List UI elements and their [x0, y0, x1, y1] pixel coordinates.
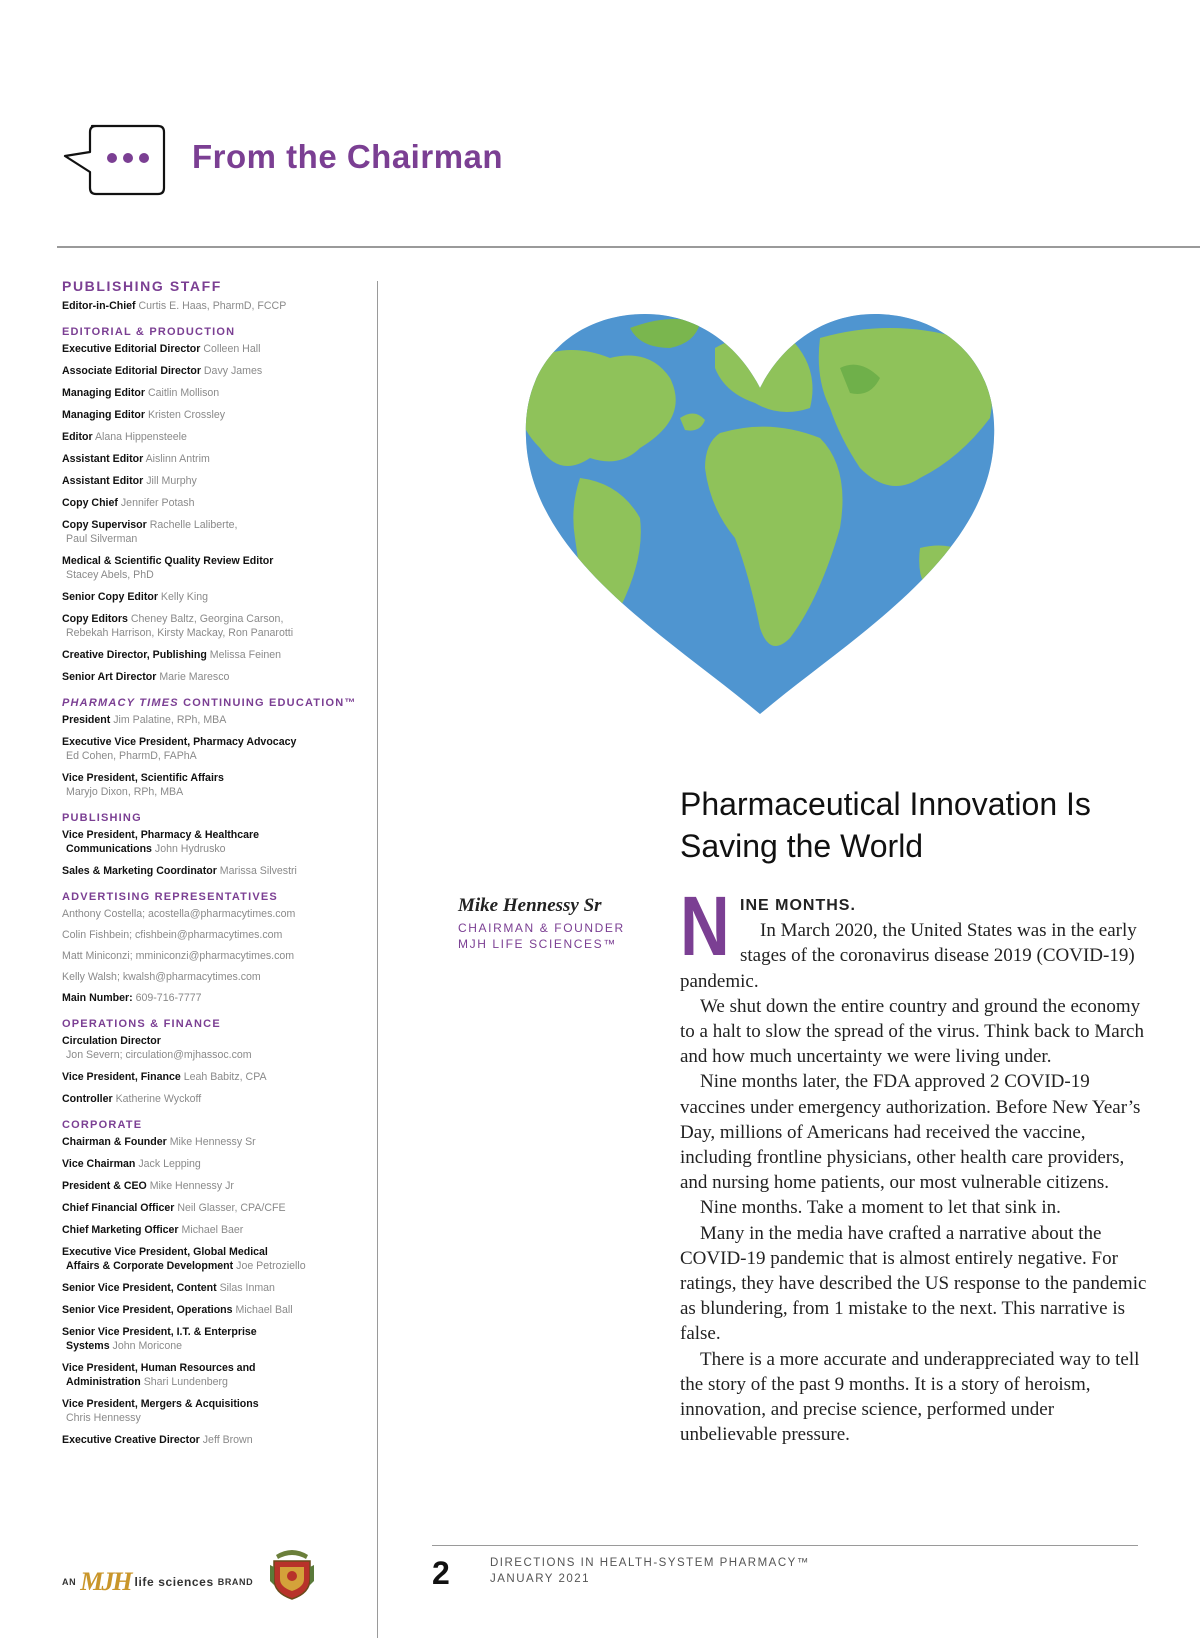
- section-title: From the Chairman: [192, 138, 504, 175]
- masthead-name: Marissa Silvestri: [219, 865, 297, 877]
- main-number: Main Number: 609-716-7777: [62, 992, 202, 1004]
- masthead-role: Senior Art Director: [62, 671, 157, 683]
- masthead-entry: [62, 518, 362, 546]
- masthead-entry: [62, 554, 362, 582]
- masthead-role: President: [62, 714, 111, 726]
- masthead-entry: [62, 1303, 362, 1317]
- masthead-entry: [62, 474, 362, 488]
- masthead-name: Jill Murphy: [146, 475, 197, 487]
- author-title: CHAIRMAN & FOUNDER: [458, 921, 625, 935]
- masthead-entry: [62, 771, 362, 799]
- masthead-entry: [62, 648, 362, 662]
- masthead-role: Senior Vice President, Content: [62, 1282, 217, 1294]
- masthead-role: Senior Vice President, Operations: [62, 1304, 233, 1316]
- masthead-continuation: [62, 1048, 362, 1062]
- masthead-role: Senior Copy Editor: [62, 591, 158, 603]
- masthead-role-continuation: Systems: [66, 1340, 110, 1352]
- heraldic-crest-icon: [266, 1545, 318, 1601]
- masthead-role: Chairman & Founder: [62, 1136, 167, 1148]
- masthead-name: Katherine Wyckoff: [115, 1093, 202, 1105]
- masthead-entry: [62, 1397, 362, 1425]
- masthead-name: Ed Cohen, PharmD, FAPhA: [66, 750, 197, 762]
- masthead-name: Joe Petroziello: [236, 1260, 306, 1272]
- masthead-role: Vice President, Finance: [62, 1071, 181, 1083]
- masthead-role: Medical & Scientific Quality Review Editor: [62, 555, 274, 567]
- masthead-entry: [62, 1034, 362, 1062]
- masthead-continuation: [62, 1411, 362, 1425]
- masthead-entry: [62, 1092, 362, 1106]
- masthead-role: Editor: [62, 431, 93, 443]
- masthead-entry: [62, 713, 362, 727]
- brand-logo: [62, 1567, 253, 1597]
- masthead-heading-advertising: ADVERTISING REPRESENTATIVES: [62, 891, 278, 903]
- mjh-logo: MJH: [80, 1567, 131, 1596]
- masthead-entry: [62, 1070, 362, 1084]
- masthead-role: Associate Editorial Director: [62, 365, 201, 377]
- masthead-entry: [62, 1281, 362, 1295]
- masthead: [62, 279, 362, 1455]
- masthead-role: Assistant Editor: [62, 453, 144, 465]
- masthead-name: Melissa Feinen: [209, 649, 282, 661]
- speech-bubble-icon: [62, 124, 166, 196]
- masthead-role: Chief Marketing Officer: [62, 1224, 179, 1236]
- masthead-name: John Moricone: [112, 1340, 183, 1352]
- ad-contact: Matt Miniconzi; mminiconzi@pharmacytimes.com: [62, 950, 295, 962]
- masthead-name: Jeff Brown: [202, 1434, 253, 1446]
- masthead-role: Vice Chairman: [62, 1158, 136, 1170]
- masthead-name: Chris Hennessy: [66, 1412, 141, 1424]
- article-paragraph: Nine months. Take a moment to let that sink in.: [700, 1197, 1061, 1219]
- masthead-name: Maryjo Dixon, RPh, MBA: [66, 786, 184, 798]
- masthead-entry: [62, 1135, 362, 1149]
- masthead-role: Executive Editorial Director: [62, 343, 201, 355]
- masthead-heading-pt-ce: PHARMACY TIMES CONTINUING EDUCATION™: [62, 697, 357, 709]
- masthead-name: Caitlin Mollison: [147, 387, 220, 399]
- masthead-role: Executive Creative Director: [62, 1434, 200, 1446]
- heart-shaped-globe-icon: [520, 308, 1000, 714]
- brand-name: life sciences: [134, 1575, 214, 1589]
- masthead-continuation: [62, 1259, 362, 1273]
- drop-cap: N: [680, 879, 730, 973]
- article-paragraph: We shut down the entire country and ground the economy to a halt to slow the spread of the virus. Think back to March and how much uncertainty we were living under.: [680, 995, 1144, 1068]
- masthead-entry: [62, 408, 362, 422]
- masthead-role: Vice President, Human Resources and: [62, 1362, 256, 1374]
- masthead-name: Kelly King: [160, 591, 209, 603]
- masthead-entry: [62, 1179, 362, 1193]
- masthead-name: Curtis E. Haas, PharmD, FCCP: [138, 300, 287, 312]
- brand-suffix: BRAND: [217, 1577, 254, 1587]
- masthead-entry: [62, 386, 362, 400]
- ad-contact: Colin Fishbein; cfishbein@pharmacytimes.com: [62, 929, 283, 941]
- masthead-entry: [62, 670, 362, 684]
- masthead-continuation: [62, 842, 362, 856]
- masthead-entry: [62, 430, 362, 444]
- masthead-entry: [62, 1245, 362, 1273]
- ad-contact: Kelly Walsh; kwalsh@pharmacytimes.com: [62, 971, 261, 983]
- masthead-name: Aislinn Antrim: [145, 453, 210, 465]
- masthead-entry: [62, 496, 362, 510]
- masthead-name: Davy James: [203, 365, 263, 377]
- masthead-role: Controller: [62, 1093, 113, 1105]
- masthead-role: Managing Editor: [62, 409, 145, 421]
- masthead-entry: [62, 828, 362, 856]
- masthead-name: John Hydrusko: [154, 843, 226, 855]
- masthead-role: Vice President, Scientific Affairs: [62, 772, 224, 784]
- masthead-continuation: [62, 626, 362, 640]
- masthead-entry: [62, 1223, 362, 1237]
- masthead-name: Colleen Hall: [203, 343, 261, 355]
- masthead-name: Mike Hennessy Jr: [149, 1180, 234, 1192]
- masthead-role: Executive Vice President, Global Medical: [62, 1246, 268, 1258]
- masthead-entry: [62, 1433, 362, 1447]
- masthead-heading-publishing-staff: PUBLISHING STAFF: [62, 278, 222, 294]
- ad-contact: Anthony Costella; acostella@pharmacytimes.com: [62, 908, 296, 920]
- masthead-role: Sales & Marketing Coordinator: [62, 865, 217, 877]
- masthead-name: Michael Baer: [181, 1224, 244, 1236]
- masthead-entry: [62, 299, 362, 313]
- masthead-role: Copy Editors: [62, 613, 128, 625]
- masthead-name: Jennifer Potash: [120, 497, 195, 509]
- issue-date: JANUARY 2021: [490, 1573, 591, 1585]
- masthead-continuation: [62, 785, 362, 799]
- masthead-role-continuation: Affairs & Corporate Development: [66, 1260, 234, 1272]
- masthead-role: Managing Editor: [62, 387, 145, 399]
- masthead-name: Michael Ball: [235, 1304, 293, 1316]
- article-paragraph: In March 2020, the United States was in the early stages of the coronavirus disease 2019 (COVID-19) pandemic.: [680, 920, 1137, 992]
- article-paragraph: Nine months later, the FDA approved 2 COVID-19 vaccines under emergency authorization. Before New Year’s Day, millions of Americans had received the vaccine, including frontline physicians, other health care providers, and nursing home patients, our most vulnerable citizens.: [680, 1071, 1141, 1194]
- masthead-role: Copy Supervisor: [62, 519, 147, 531]
- masthead-role: Vice President, Pharmacy & Healthcare: [62, 829, 260, 841]
- masthead-entry: [62, 590, 362, 604]
- page-number: 2: [432, 1555, 450, 1591]
- author-name: Mike Hennessy Sr: [458, 895, 602, 916]
- masthead-name: Silas Inman: [219, 1282, 275, 1294]
- masthead-name: Stacey Abels, PhD: [66, 569, 154, 581]
- masthead-name: Jim Palatine, RPh, MBA: [113, 714, 227, 726]
- publication-name: DIRECTIONS IN HEALTH-SYSTEM PHARMACY™: [490, 1557, 810, 1569]
- author-company: MJH LIFE SCIENCES™: [458, 937, 617, 951]
- masthead-heading-corporate: CORPORATE: [62, 1119, 143, 1131]
- masthead-entry: [62, 612, 362, 640]
- masthead-entry: [62, 342, 362, 356]
- masthead-role: Creative Director, Publishing: [62, 649, 207, 661]
- masthead-entry: [62, 864, 362, 878]
- brand-prefix: AN: [62, 1577, 77, 1587]
- masthead-continuation: [62, 568, 362, 582]
- masthead-name: Rachelle Laliberte,: [149, 519, 238, 531]
- masthead-role: Vice President, Mergers & Acquisitions: [62, 1398, 259, 1410]
- masthead-continuation: [62, 532, 362, 546]
- masthead-continuation: [62, 1375, 362, 1389]
- masthead-entry: [62, 1361, 362, 1389]
- masthead-role-continuation: Communications: [66, 843, 152, 855]
- masthead-name: Neil Glasser, CPA/CFE: [177, 1202, 286, 1214]
- masthead-entry: [62, 735, 362, 763]
- masthead-name: Alana Hippensteele: [94, 431, 187, 443]
- masthead-continuation: [62, 749, 362, 763]
- masthead-continuation: [62, 1339, 362, 1353]
- masthead-entry: [62, 364, 362, 378]
- masthead-role: Executive Vice President, Pharmacy Advocacy: [62, 736, 297, 748]
- masthead-entry: [62, 1201, 362, 1215]
- masthead-name: Shari Lundenberg: [143, 1376, 228, 1388]
- masthead-role: Assistant Editor: [62, 475, 144, 487]
- masthead-entry: [62, 1325, 362, 1353]
- masthead-heading-operations: OPERATIONS & FINANCE: [62, 1018, 221, 1030]
- article-headline: Pharmaceutical Innovation Is Saving the World: [680, 786, 1091, 864]
- masthead-name: Paul Silverman: [66, 533, 138, 545]
- footer-divider: [432, 1545, 1138, 1546]
- masthead-role: Copy Chief: [62, 497, 118, 509]
- masthead-name: Jack Lepping: [138, 1158, 201, 1170]
- masthead-heading-editorial: EDITORIAL & PRODUCTION: [62, 326, 236, 338]
- masthead-name: Rebekah Harrison, Kirsty Mackay, Ron Panarotti: [66, 627, 294, 639]
- article-body: [680, 879, 1150, 1447]
- masthead-role: Chief Financial Officer: [62, 1202, 175, 1214]
- article-paragraph: There is a more accurate and underappreciated way to tell the story of the past 9 months. It is a story of heroism, innovation, and precise science, performed under unbelievable pressure.: [680, 1348, 1140, 1446]
- author-byline: [458, 895, 658, 951]
- masthead-role: Circulation Director: [62, 1035, 161, 1047]
- masthead-entry: [62, 452, 362, 466]
- article-paragraph: Many in the media have crafted a narrative about the COVID-19 pandemic that is almost entirely negative. For ratings, they have described the US response to the pandemic as blundering, from 1 mistake to the next. This narrative is false.: [680, 1222, 1147, 1345]
- masthead-name: Marie Maresco: [159, 671, 230, 683]
- masthead-role: Senior Vice President, I.T. & Enterprise: [62, 1326, 257, 1338]
- masthead-name: Jon Severn; circulation@mjhassoc.com: [66, 1049, 252, 1061]
- lead-in: INE MONTHS.: [740, 897, 856, 914]
- masthead-role: President & CEO: [62, 1180, 147, 1192]
- header-divider: [57, 246, 1200, 248]
- masthead-name: Mike Hennessy Sr: [169, 1136, 256, 1148]
- masthead-heading-publishing: PUBLISHING: [62, 812, 142, 824]
- masthead-role-continuation: Administration: [66, 1376, 141, 1388]
- masthead-name: Kristen Crossley: [147, 409, 226, 421]
- masthead-name: Leah Babitz, CPA: [183, 1071, 267, 1083]
- masthead-role: Editor-in-Chief: [62, 300, 136, 312]
- masthead-name: Cheney Baltz, Georgina Carson,: [130, 613, 284, 625]
- masthead-entry: [62, 1157, 362, 1171]
- column-divider: [377, 281, 378, 1638]
